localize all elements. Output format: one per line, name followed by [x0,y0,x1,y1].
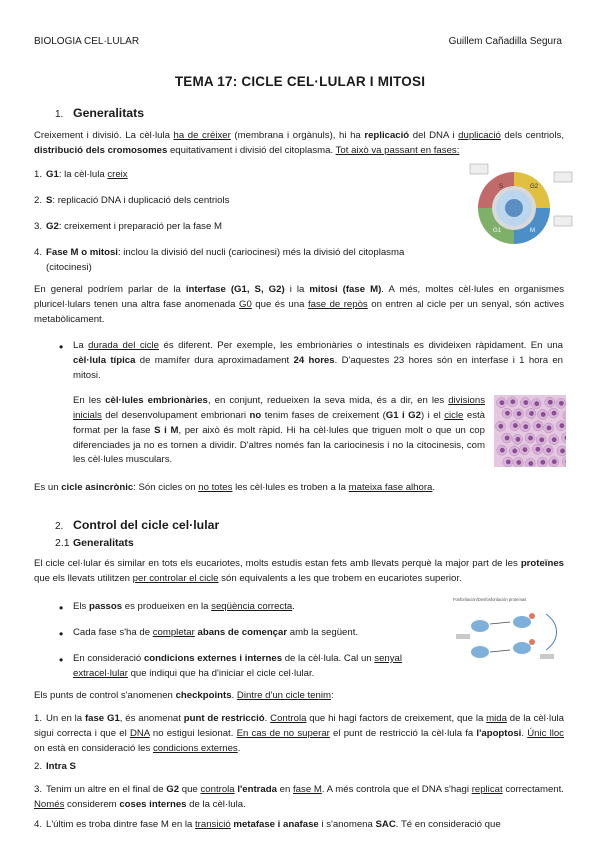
cell-cycle-figure [468,160,574,252]
micrograph-nucleus [513,423,518,428]
control-bullet-steps: • Els passos es produeixen en la seqüència correcta. [73,600,443,615]
phosphate-icon [529,613,535,619]
micrograph-nucleus [552,411,557,416]
page-title: TEMA 17: CICLE CEL·LULAR I MITOSI [174,74,426,89]
micrograph-nucleus [512,449,517,454]
micrograph-nucleus [541,412,546,417]
section-number: 1. [55,109,64,120]
micrograph-nucleus [539,437,544,442]
checkpoint-item-intra-s: 2. Intra S [34,761,76,772]
micrograph-nucleus [500,400,505,405]
asynchronous-cycle-paragraph: Es un cicle asincrònic: Són cicles on no totes les cèl·lules es troben a la mateixa fase alhora. [34,482,436,493]
micrograph-nucleus [516,460,521,465]
cycle-label-s: S [499,184,504,190]
cycle-label-g2: G2 [530,184,539,190]
phosphorylation-figure [450,594,568,666]
micrograph-nucleus [523,447,528,452]
micrograph-nucleus [510,399,515,404]
protein-shape [471,646,489,658]
micrograph-nucleus [559,401,564,406]
s1-intro-paragraph: Creixement i divisió. La cèl·lula ha de créixer (membrana i orgànuls), hi ha replicació del DNA i duplicació dels centriols, distribució dels cromosomes equitativament i divisió del citoplasma. Tot això va passant en fases: [34,130,564,156]
control-bullet-conditions: • En consideració condicions externes i internes de la cèl·lula. Cal un senyal extracel·lular que indiqui que ha d'iniciar el cicle cel·lular. [73,652,443,682]
checkpoints-paragraph: Els punts de control s'anomenen checkpoints. Dintre d'un cicle tenim: [34,690,334,701]
section-2-heading [55,516,219,535]
section-title: Generalitats [73,106,145,120]
section-title: Control del cicle cel·lular [73,518,220,532]
micrograph-nucleus [517,411,522,416]
micrograph-nucleus [540,460,545,465]
checkpoint-item-g1: 1. Un en la fase G1, és anomenat punt de restricció. Controla que hi hagi factors de creixement, que la mida de la cèl·lula sigui correcta i que el DNA no estigui lesionat. En cas de no superar el punt de restricció la cèl·lula fa l'apoptosi. Únic lloc on està en consideració les condicions externes. [34,713,564,754]
micrograph-nucleus [552,459,557,464]
micrograph-nucleus [560,449,565,454]
micrograph-nucleus [536,423,541,428]
cycle-label-m: M [530,228,535,234]
phase-item-g2: 3. G2: creixement i preparació per la fase M [34,221,222,232]
micrograph-nucleus [528,461,533,466]
micrograph-nucleus [523,424,528,429]
micrograph-nucleus [523,400,528,405]
micrograph-nucleus [546,448,551,453]
micrograph-nucleus [500,448,505,453]
micrograph-nucleus [529,411,534,416]
micrograph-nucleus [498,424,503,429]
micrograph-nucleus [528,436,533,441]
section-number: 2. [55,521,64,532]
subsection-title: Generalitats [73,537,134,549]
micrograph-nucleus [534,401,539,406]
header-author: Guillem Cañadilla Segura [448,36,562,47]
header-course: BIOLOGIA CEL·LULAR [34,36,140,47]
protein-shape [513,616,531,628]
subsection-2-1-heading [55,535,134,551]
subsection-number: 2.1 [55,537,70,549]
protein-shape [471,620,489,632]
micrograph-nucleus [505,411,510,416]
checkpoint-item-g2: 3. Tenim un altre en el final de G2 que controla l'entrada en fase M. A més controla que el DNA s'hagi replicat correctament. Només considerem coses internes de la cèl·lula. [34,784,564,810]
micrograph-nucleus [559,423,564,428]
micrograph-nucleus [547,426,552,431]
phase-item-g1: 1. G1: la cèl·lula creix [34,169,128,180]
control-bullet-complete: • Cada fase s'ha de completar abans de començar amb la següent. [73,626,443,641]
micrograph-nucleus [552,437,557,442]
micrograph-nucleus [548,400,553,405]
phase-item-s: 2. S: replicació DNA i duplicació dels centriols [34,195,230,206]
micrograph-nucleus [505,436,510,441]
checkpoint-item-sac: 4. L'últim es troba dintre fase M en la transició metafase i anafase i s'anomena SAC. Té en consideració que [34,819,501,830]
embryonic-cells-paragraph: En les cèl·lules embrionàries, en conjunt, redueixen la seva mida, és a dir, en les divisions inicials del desenvolupament embrionari no tenim fases de creixement (G1 i G2) i el cicle està format per la fase S i M, per això és molt ràpid. Hi ha cèl·lules que triguen molt o que un cop diferenciades ja no es tornen a dividir. D'altres només fan la cariocinesis i no la citocinesis, com les cèl·lules musculars. [73,395,485,466]
section-1-heading [55,104,144,123]
micrograph-nucleus [535,447,540,452]
interphase-paragraph: En general podríem parlar de la interfase (G1, S, G2) i la mitosi (fase M). A més, moltes cèl·lules en organismes pluricel·lulars tenen una altra fase anomenada G0 que és una fase de repòs on entren al cicle per un senyal, són actives metabòlicament. [34,284,565,325]
embryonic-cells-micrograph [494,395,566,467]
s2-intro-paragraph: El cicle cel·lular és similar en tots els eucariotes, molts estudis estan fets amb llevats perquè la major part de les proteïnes que els llevats utilitzen per controlar el cicle són equivalents a les que trobem en eucariotes superior. [34,558,564,584]
phosphorylation-caption: Fosforilación/Desfosforilación proteínas [453,597,527,602]
micrograph-nucleus [516,437,521,442]
micrograph-nucleus [506,460,511,465]
phase-item-m: 4. Fase M o mitosi: inclou la divisió del nucli (cariocinesi) més la divisió del citoplasma (citocinesi) [34,247,405,273]
cycle-duration-bullet: • La durada del cicle és diferent. Per exemple, les embrionàries o intestinals es divideixen ràpidament. En una cèl·lula típica de mamífer dura aproximadament 24 hores. D'aquestes 23 hores són en interfase i 1 hora en mitosi. [73,339,563,384]
protein-shape [513,642,531,654]
phosphate-icon [529,639,535,645]
cycle-label-g1: G1 [493,228,502,234]
